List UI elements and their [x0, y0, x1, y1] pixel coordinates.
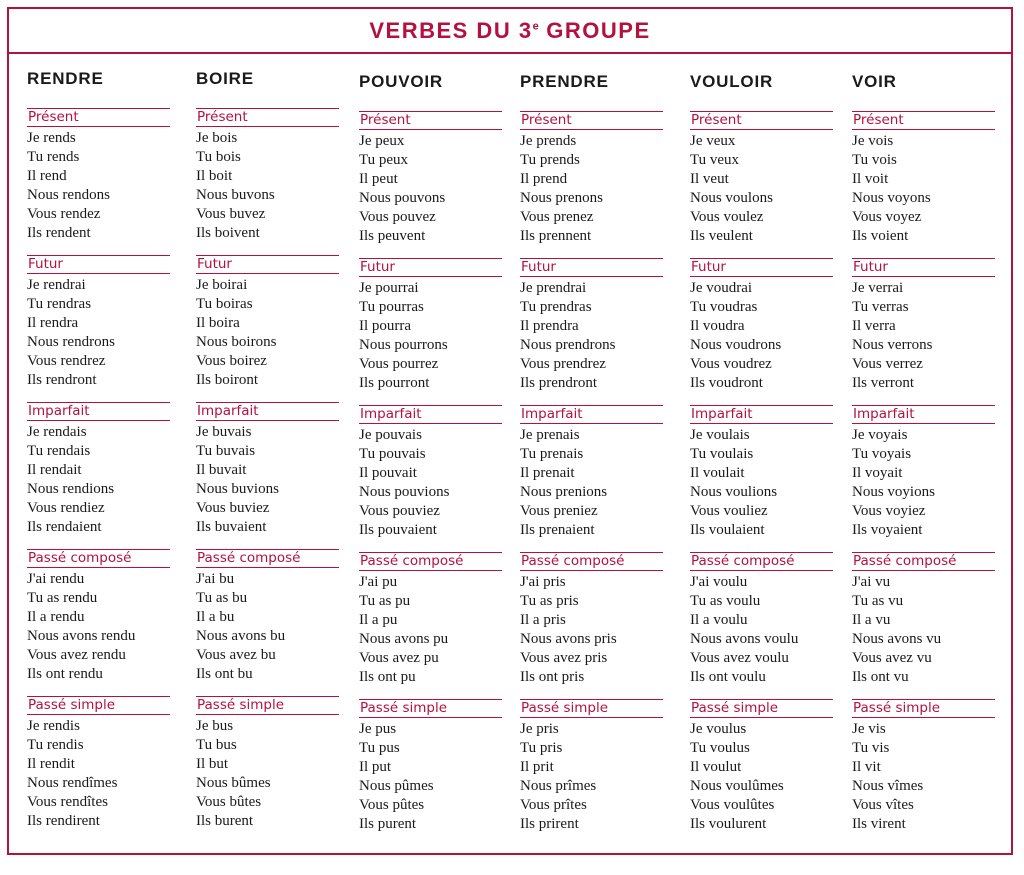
- conjugation-form: Vous buvez: [196, 206, 266, 222]
- tense-section: [196, 549, 339, 696]
- conjugation-list: [196, 570, 339, 684]
- conjugation-form: Vous avez bu: [196, 647, 276, 663]
- verb-column-rendre: [27, 67, 170, 843]
- conjugation-form: Il pourra: [359, 318, 412, 334]
- conjugation-form: Ils purent: [359, 816, 417, 832]
- conjugation-form: Je pouvais: [359, 427, 422, 443]
- tense-section: [196, 696, 339, 843]
- tense-label: Passé composé: [520, 552, 663, 571]
- conjugation-form: Vous vîtes: [852, 797, 914, 813]
- conjugation-form: Vous buviez: [196, 500, 270, 516]
- conjugation-form: Il rendait: [27, 462, 82, 478]
- conjugation-list: [852, 132, 995, 246]
- verb-heading: RENDRE: [27, 69, 104, 88]
- page-title: [369, 18, 650, 44]
- conjugation-form: Ils virent: [852, 816, 906, 832]
- conjugation-form: Nous prenions: [520, 484, 608, 500]
- conjugation-form: Je boirai: [196, 277, 248, 293]
- conjugation-form: Vous pouviez: [359, 503, 440, 519]
- conjugation-form: Vous verrez: [852, 356, 923, 372]
- tense-section: [520, 111, 663, 258]
- conjugation-form: Il a vu: [852, 612, 891, 628]
- conjugation-form: Vous vouliez: [690, 503, 768, 519]
- conjugation-form: Tu as vu: [852, 593, 904, 609]
- conjugation-form: Tu as pris: [520, 593, 579, 609]
- conjugation-list: [520, 720, 663, 834]
- conjugation-form: Nous bûmes: [196, 775, 271, 791]
- tense-label: Passé composé: [27, 549, 170, 568]
- conjugation-form: Je rendrai: [27, 277, 86, 293]
- conjugation-form: Tu rendis: [27, 737, 84, 753]
- conjugation-form: Ils ont pris: [520, 669, 585, 685]
- conjugation-list: [196, 717, 339, 831]
- conjugation-form: Il rend: [27, 168, 67, 184]
- conjugation-form: Tu buvais: [196, 443, 256, 459]
- tense-label: Présent: [520, 111, 663, 130]
- tense-label: Passé simple: [690, 699, 833, 718]
- conjugation-form: Vous avez vu: [852, 650, 932, 666]
- conjugation-form: Ils voyaient: [852, 522, 923, 538]
- conjugation-form: Ils pouvaient: [359, 522, 437, 538]
- conjugation-form: Tu rendras: [27, 296, 92, 312]
- conjugation-form: Il voulut: [690, 759, 742, 775]
- conjugation-form: J'ai rendu: [27, 571, 85, 587]
- conjugation-form: Nous avons pris: [520, 631, 617, 647]
- tense-section: [359, 258, 502, 405]
- conjugation-form: J'ai voulu: [690, 574, 748, 590]
- conjugation-form: Nous vîmes: [852, 778, 924, 794]
- conjugation-form: Vous voulûtes: [690, 797, 775, 813]
- conjugation-form: Tu vois: [852, 152, 897, 168]
- conjugation-form: Tu rends: [27, 149, 80, 165]
- conjugation-form: Ils voient: [852, 228, 909, 244]
- conjugation-form: Il prit: [520, 759, 554, 775]
- tense-label: Imparfait: [852, 405, 995, 424]
- conjugation-list: [690, 279, 833, 393]
- conjugation-form: Je rendis: [27, 718, 80, 734]
- conjugation-form: Nous avons vu: [852, 631, 942, 647]
- conjugation-form: J'ai bu: [196, 571, 235, 587]
- verb-column-voir: [852, 70, 995, 846]
- conjugation-form: Ils ont bu: [196, 666, 253, 682]
- conjugation-form: Nous pourrons: [359, 337, 448, 353]
- conjugation-form: Ils pourront: [359, 375, 430, 391]
- conjugation-form: Nous prenons: [520, 190, 603, 206]
- tense-section: [359, 111, 502, 258]
- conjugation-form: Il a voulu: [690, 612, 748, 628]
- verb-heading: VOULOIR: [690, 72, 774, 91]
- conjugation-form: Nous voyions: [852, 484, 935, 500]
- tense-section: [852, 111, 995, 258]
- conjugation-form: Tu pris: [520, 740, 563, 756]
- conjugation-form: Il voulait: [690, 465, 745, 481]
- tense-section: [27, 108, 170, 255]
- conjugation-form: Tu pus: [359, 740, 400, 756]
- tense-label: Passé simple: [852, 699, 995, 718]
- tense-label: Présent: [196, 108, 339, 127]
- conjugation-form: Tu as rendu: [27, 590, 98, 606]
- tense-section: [196, 255, 339, 402]
- conjugation-form: Il prenait: [520, 465, 575, 481]
- conjugation-form: Je pourrai: [359, 280, 419, 296]
- conjugation-form: Je voudrai: [690, 280, 753, 296]
- tense-label: Présent: [359, 111, 502, 130]
- conjugation-form: Vous prîtes: [520, 797, 587, 813]
- conjugation-form: Vous voudrez: [690, 356, 772, 372]
- conjugation-form: Nous rendrons: [27, 334, 115, 350]
- tense-section: [852, 552, 995, 699]
- title-tail: GROUPE: [538, 17, 651, 43]
- conjugation-form: Ils veulent: [690, 228, 753, 244]
- conjugation-form: Tu voyais: [852, 446, 912, 462]
- conjugation-form: Nous boirons: [196, 334, 277, 350]
- conjugation-form: Ils rendaient: [27, 519, 102, 535]
- tense-label: Imparfait: [520, 405, 663, 424]
- conjugation-form: Tu bus: [196, 737, 237, 753]
- conjugation-form: Vous pouvez: [359, 209, 436, 225]
- conjugation-form: Il a rendu: [27, 609, 85, 625]
- conjugation-form: Je peux: [359, 133, 405, 149]
- tense-label: Passé composé: [852, 552, 995, 571]
- conjugation-form: Nous avons rendu: [27, 628, 136, 644]
- conjugation-list: [359, 573, 502, 687]
- conjugation-form: Je pris: [520, 721, 559, 737]
- verb-column-pouvoir: [359, 70, 502, 846]
- tense-label: Imparfait: [359, 405, 502, 424]
- conjugation-form: Tu vis: [852, 740, 890, 756]
- conjugation-form: Il pouvait: [359, 465, 417, 481]
- conjugation-form: Je voulais: [690, 427, 750, 443]
- conjugation-form: Tu voulais: [690, 446, 754, 462]
- tense-section: [520, 258, 663, 405]
- conjugation-form: Tu verras: [852, 299, 909, 315]
- conjugation-form: Vous prenez: [520, 209, 594, 225]
- verb-heading: PRENDRE: [520, 72, 609, 91]
- conjugation-form: Il verra: [852, 318, 896, 334]
- conjugation-form: Tu prends: [520, 152, 580, 168]
- conjugation-form: Ils boiront: [196, 372, 259, 388]
- conjugation-form: Ils ont pu: [359, 669, 416, 685]
- conjugation-form: J'ai pu: [359, 574, 398, 590]
- conjugation-list: [690, 720, 833, 834]
- conjugation-form: Nous prendrons: [520, 337, 616, 353]
- conjugation-form: Ils voulurent: [690, 816, 767, 832]
- verb-column-prendre: [520, 70, 663, 846]
- conjugation-form: Nous voyons: [852, 190, 931, 206]
- conjugation-form: Vous avez voulu: [690, 650, 789, 666]
- conjugation-form: Ils voulaient: [690, 522, 765, 538]
- conjugation-form: Nous buvons: [196, 187, 275, 203]
- conjugation-form: Il a pu: [359, 612, 398, 628]
- conjugation-list: [27, 276, 170, 390]
- conjugation-form: Ils rendirent: [27, 813, 100, 829]
- tense-label: Futur: [196, 255, 339, 274]
- conjugation-form: Je voulus: [690, 721, 747, 737]
- conjugation-form: Tu voulus: [690, 740, 750, 756]
- conjugation-list: [27, 717, 170, 831]
- conjugation-form: Il boit: [196, 168, 233, 184]
- conjugation-form: Je verrai: [852, 280, 904, 296]
- conjugation-form: Il put: [359, 759, 392, 775]
- tense-label: Passé composé: [359, 552, 502, 571]
- tense-label: Futur: [690, 258, 833, 277]
- conjugation-list: [359, 720, 502, 834]
- conjugation-list: [520, 426, 663, 540]
- conjugation-form: Ils buvaient: [196, 519, 267, 535]
- tense-section: [690, 258, 833, 405]
- conjugation-form: J'ai vu: [852, 574, 891, 590]
- conjugation-form: Nous voulons: [690, 190, 773, 206]
- conjugation-form: Il but: [196, 756, 229, 772]
- conjugation-form: Il voyait: [852, 465, 903, 481]
- tense-label: Présent: [852, 111, 995, 130]
- conjugation-form: Il voit: [852, 171, 889, 187]
- conjugation-form: Vous preniez: [520, 503, 598, 519]
- conjugation-list: [520, 573, 663, 687]
- conjugation-form: Nous pouvons: [359, 190, 446, 206]
- conjugation-form: Ils prenaient: [520, 522, 595, 538]
- verb-heading: BOIRE: [196, 69, 254, 88]
- conjugation-form: Nous voulions: [690, 484, 778, 500]
- conjugation-form: Nous voulûmes: [690, 778, 784, 794]
- conjugation-list: [852, 573, 995, 687]
- conjugation-form: Il peut: [359, 171, 398, 187]
- conjugation-form: Il veut: [690, 171, 729, 187]
- tense-label: Passé simple: [27, 696, 170, 715]
- conjugation-form: Tu pouvais: [359, 446, 426, 462]
- conjugation-form: Tu as pu: [359, 593, 411, 609]
- tense-label: Passé simple: [520, 699, 663, 718]
- conjugation-form: Vous pourrez: [359, 356, 439, 372]
- conjugation-form: Tu rendais: [27, 443, 91, 459]
- conjugation-form: Vous prendrez: [520, 356, 606, 372]
- tense-section: [690, 699, 833, 846]
- conjugation-form: Vous boirez: [196, 353, 267, 369]
- conjugation-form: Je vis: [852, 721, 886, 737]
- conjugation-form: Vous voyiez: [852, 503, 926, 519]
- conjugation-form: Vous voyez: [852, 209, 922, 225]
- conjugation-form: Je voyais: [852, 427, 908, 443]
- conjugation-form: Tu pourras: [359, 299, 424, 315]
- conjugation-form: Il rendra: [27, 315, 79, 331]
- conjugation-form: Il rendit: [27, 756, 75, 772]
- conjugation-form: Vous voulez: [690, 209, 764, 225]
- conjugation-form: Vous avez pris: [520, 650, 608, 666]
- conjugation-form: Il boira: [196, 315, 240, 331]
- conjugation-form: Vous avez pu: [359, 650, 439, 666]
- conjugation-form: Tu veux: [690, 152, 740, 168]
- tense-label: Imparfait: [27, 402, 170, 421]
- conjugation-form: Je prendrai: [520, 280, 587, 296]
- conjugation-form: Nous verrons: [852, 337, 933, 353]
- tense-label: Passé composé: [690, 552, 833, 571]
- conjugation-form: Ils ont voulu: [690, 669, 766, 685]
- conjugation-form: J'ai pris: [520, 574, 566, 590]
- tense-label: Futur: [852, 258, 995, 277]
- conjugation-form: Il a bu: [196, 609, 235, 625]
- tense-section: [359, 699, 502, 846]
- conjugation-list: [359, 279, 502, 393]
- conjugation-form: Tu prenais: [520, 446, 584, 462]
- conjugation-form: Tu as bu: [196, 590, 248, 606]
- conjugation-list: [27, 423, 170, 537]
- conjugation-form: Ils ont vu: [852, 669, 909, 685]
- tense-label: Futur: [520, 258, 663, 277]
- conjugation-form: Ils rendront: [27, 372, 97, 388]
- conjugation-form: Tu prendras: [520, 299, 592, 315]
- conjugation-form: Vous bûtes: [196, 794, 262, 810]
- conjugation-list: [520, 279, 663, 393]
- conjugation-list: [520, 132, 663, 246]
- conjugation-list: [852, 720, 995, 834]
- conjugation-form: Nous avons bu: [196, 628, 286, 644]
- conjugation-form: Je rendais: [27, 424, 87, 440]
- conjugation-list: [359, 132, 502, 246]
- conjugation-form: Tu boiras: [196, 296, 253, 312]
- tense-section: [690, 552, 833, 699]
- tense-section: [690, 111, 833, 258]
- conjugation-list: [852, 279, 995, 393]
- verb-column-vouloir: [690, 70, 833, 846]
- tense-section: [27, 255, 170, 402]
- conjugation-form: Je veux: [690, 133, 736, 149]
- conjugation-list: [27, 129, 170, 243]
- tense-label: Futur: [359, 258, 502, 277]
- tense-label: Imparfait: [690, 405, 833, 424]
- conjugation-form: Nous pûmes: [359, 778, 434, 794]
- conjugation-form: Il a pris: [520, 612, 566, 628]
- tense-label: Passé simple: [196, 696, 339, 715]
- conjugation-form: Ils burent: [196, 813, 254, 829]
- conjugation-list: [359, 426, 502, 540]
- tense-section: [520, 405, 663, 552]
- conjugation-form: Nous voudrons: [690, 337, 782, 353]
- conjugation-form: Ils rendent: [27, 225, 91, 241]
- tense-label: Passé composé: [196, 549, 339, 568]
- conjugation-form: Nous rendîmes: [27, 775, 118, 791]
- conjugation-form: Vous rendez: [27, 206, 101, 222]
- tense-section: [359, 405, 502, 552]
- conjugation-form: Nous avons voulu: [690, 631, 799, 647]
- verb-heading: VOIR: [852, 72, 897, 91]
- conjugation-form: Tu as voulu: [690, 593, 761, 609]
- conjugation-form: Vous rendrez: [27, 353, 106, 369]
- tense-label: Présent: [690, 111, 833, 130]
- tense-section: [852, 699, 995, 846]
- conjugation-list: [196, 129, 339, 243]
- conjugation-form: Nous rendons: [27, 187, 110, 203]
- tense-section: [27, 696, 170, 843]
- tense-section: [690, 405, 833, 552]
- conjugation-form: Il voudra: [690, 318, 745, 334]
- conjugation-form: Ils prendront: [520, 375, 598, 391]
- conjugation-form: Nous avons pu: [359, 631, 449, 647]
- conjugation-list: [196, 423, 339, 537]
- conjugation-form: Tu peux: [359, 152, 409, 168]
- conjugation-form: Nous prîmes: [520, 778, 597, 794]
- conjugation-form: Je vois: [852, 133, 894, 149]
- conjugation-form: Je rends: [27, 130, 76, 146]
- tense-section: [27, 402, 170, 549]
- verb-column-boire: [196, 67, 339, 843]
- tense-section: [852, 258, 995, 405]
- conjugation-form: Vous pûtes: [359, 797, 425, 813]
- conjugation-form: Il prend: [520, 171, 568, 187]
- conjugation-form: Ils voudront: [690, 375, 763, 391]
- tense-section: [196, 402, 339, 549]
- conjugation-list: [196, 276, 339, 390]
- conjugation-form: Vous rendîtes: [27, 794, 108, 810]
- conjugation-list: [852, 426, 995, 540]
- conjugation-list: [27, 570, 170, 684]
- title-superscript: e: [532, 20, 539, 33]
- conjugation-form: Ils ont rendu: [27, 666, 103, 682]
- tense-label: Passé simple: [359, 699, 502, 718]
- conjugation-form: Tu bois: [196, 149, 241, 165]
- tense-section: [520, 552, 663, 699]
- tense-section: [520, 699, 663, 846]
- conjugation-form: Ils boivent: [196, 225, 260, 241]
- conjugation-form: Il buvait: [196, 462, 247, 478]
- conjugation-form: Ils prirent: [520, 816, 579, 832]
- conjugation-form: Je bus: [196, 718, 234, 734]
- conjugation-form: Nous buvions: [196, 481, 279, 497]
- title-bar: [9, 9, 1011, 54]
- conjugation-form: Je pus: [359, 721, 397, 737]
- conjugation-form: Ils verront: [852, 375, 915, 391]
- conjugation-form: Il vit: [852, 759, 881, 775]
- tense-section: [852, 405, 995, 552]
- conjugation-form: Nous pouvions: [359, 484, 450, 500]
- conjugation-form: Je bois: [196, 130, 238, 146]
- conjugation-form: Nous rendions: [27, 481, 115, 497]
- tense-section: [27, 549, 170, 696]
- conjugation-form: Ils peuvent: [359, 228, 426, 244]
- conjugation-form: Ils prennent: [520, 228, 592, 244]
- conjugation-form: Vous avez rendu: [27, 647, 126, 663]
- tense-label: Futur: [27, 255, 170, 274]
- verb-heading: POUVOIR: [359, 72, 444, 91]
- conjugation-form: Il prendra: [520, 318, 579, 334]
- tense-label: Présent: [27, 108, 170, 127]
- conjugation-list: [690, 132, 833, 246]
- tense-section: [196, 108, 339, 255]
- tense-section: [359, 552, 502, 699]
- conjugation-form: Je buvais: [196, 424, 252, 440]
- conjugation-form: Tu voudras: [690, 299, 758, 315]
- conjugation-form: Je prends: [520, 133, 577, 149]
- title-main: VERBES DU 3: [369, 17, 533, 43]
- conjugation-form: Je prenais: [520, 427, 580, 443]
- conjugation-list: [690, 573, 833, 687]
- conjugation-form: Vous rendiez: [27, 500, 105, 516]
- conjugation-list: [690, 426, 833, 540]
- tense-label: Imparfait: [196, 402, 339, 421]
